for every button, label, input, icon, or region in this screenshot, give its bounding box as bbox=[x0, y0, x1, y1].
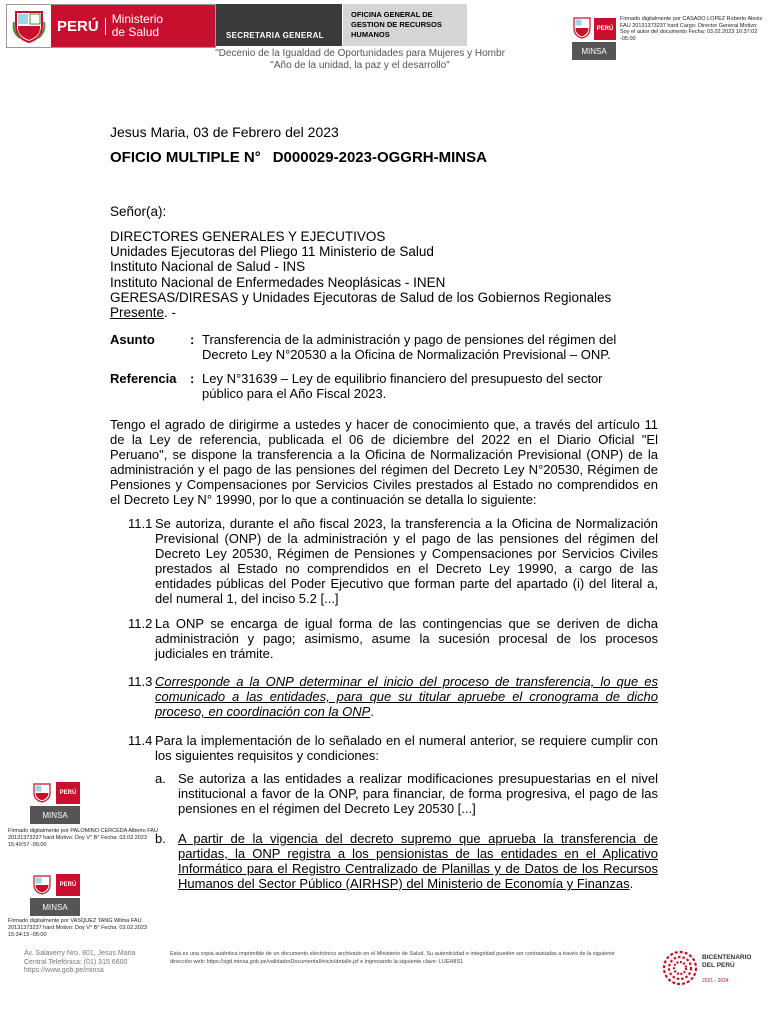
letter-number: D000029-2023-OGGRH-MINSA bbox=[272, 149, 487, 166]
item-number: 11.1 bbox=[128, 516, 153, 531]
subitem-letter: a. bbox=[155, 771, 166, 786]
item-number: 11.3 bbox=[128, 674, 153, 689]
item-text: Se autoriza, durante el año fiscal 2023, la transferencia a la Oficina de Normalización Previsional (ONP) de la administración y el pago de las pensiones del régimen del Decreto Ley 20530, Régimen de Pensiones y Compensaciones por Servicios Civiles prestados al Estado no comprendidos en el Decreto Ley 19990, a cargo de las entidades públicas del Poder Ejecutivo que forman parte del apartado (i) del literal a, del numeral 1, del inciso 5.2 [...] bbox=[155, 516, 658, 606]
letter-title: OFICIO MULTIPLE N° D000029-2023-OGGRH-MINSA bbox=[110, 149, 487, 166]
item-number: 11.4 bbox=[128, 733, 153, 748]
signature-text: Firmado digitalmente por VASQUEZ TANG Wilma FAU 20131373237 hard Motivo: Doy V° B° Fecha: 03.02.2023 15:34:15 -05:00 bbox=[8, 918, 147, 938]
presente-line: Presente. - bbox=[110, 305, 177, 321]
asunto-label: Asunto bbox=[110, 332, 155, 347]
bicentenario-emblem-icon bbox=[660, 948, 700, 988]
coat-of-arms-icon bbox=[7, 5, 51, 47]
item-number: 11.2 bbox=[128, 616, 153, 631]
recipients-block bbox=[110, 229, 611, 320]
subitem-text: Se autoriza a las entidades a realizar modificaciones presupuestarias en el nivel institucional a favor de la ONP, para financiar, de forma progresiva, el pago de las pensiones en el régimen del Decreto Ley 20530 [...] bbox=[178, 771, 658, 816]
salutation: Señor(a): bbox=[110, 204, 167, 219]
coat-of-arms-icon bbox=[32, 874, 52, 896]
asunto-text: Transferencia de la administración y pago de pensiones del régimen del Decreto Ley N°20530 a la Oficina de Normalización Previsional – ONP. bbox=[202, 332, 617, 362]
subitem-letter: b. bbox=[155, 831, 166, 846]
minsa-header-logo bbox=[6, 4, 216, 48]
peru-label: PERÚ bbox=[51, 18, 106, 35]
item-text: Corresponde a la ONP determinar el inicio del proceso de transferencia, lo que es comunicado a las entidades, para que su titular apruebe el cronograma de dicho proceso, en coordinación con la ONP. bbox=[155, 674, 658, 719]
signature-text: Firmado digitalmente por PALOMINO CERCEDA Alberto FAU 20131373237 hard Motivo: Doy V° B° Fecha: 03.02.2023 15:49:57 -05:00 bbox=[8, 828, 158, 848]
bicentenario-logo: BICENTENARIO DEL PERÚ 2021 - 2024 bbox=[660, 948, 760, 992]
recipient-line: DIRECTORES GENERALES Y EJECUTIVOS bbox=[110, 229, 386, 244]
secretaria-general-box: SECRETARIA GENERAL bbox=[216, 4, 342, 46]
referencia-label: Referencia bbox=[110, 371, 177, 386]
item-text: La ONP se encarga de igual forma de las contingencias que se deriven de dicha administración y pago; asimismo, asume la sucesión procesal de los procesos judiciales en trámite. bbox=[155, 616, 658, 661]
recipient-line: Instituto Nacional de Enfermedades Neoplásicas - INEN bbox=[110, 274, 446, 290]
letter-date: Jesus Maria, 03 de Febrero del 2023 bbox=[110, 124, 339, 140]
footer-authenticity-note: Esta es una copia auténtica imprimible de un documento electrónico archivado en el Ministerio de Salud. Su autenticidad e integridad pueden ser contrastadas a través de la siguiente dirección web: https://sgd.minsa.gob.pe/validadorDocumental/inicio/detalle.jsf e ingresando la siguiente clave: LUEH8S1 bbox=[170, 951, 615, 965]
signature-stamp: PERÚ MINSA bbox=[30, 780, 80, 824]
decenio-motto: "Decenio de la Igualdad de Oportunidades para Mujeres y Hombr "Año de la unidad, la paz y el desarrollo" bbox=[215, 48, 505, 71]
signature-stamp: PERÚ MINSA bbox=[30, 872, 80, 916]
ministry-label: Ministerio de Salud bbox=[111, 12, 164, 39]
signature-text-top: Firmado digitalmente por CASADO LOPEZ Roberto Alexis FAU 20131373237 hard Cargo: Director General Motivo: Soy el autor del documento Fecha: 03.02.2023 16:37:02 -05:00 bbox=[620, 16, 763, 42]
item-text: Para la implementación de lo señalado en el numeral anterior, se requiere cumplir con los siguientes requisitos y condiciones: bbox=[155, 733, 658, 763]
referencia-text: Ley N°31639 – Ley de equilibrio financiero del presupuesto del sector público para el Año Fiscal 2023. bbox=[202, 371, 603, 401]
recipient-line: Instituto Nacional de Salud - INS bbox=[110, 259, 306, 275]
intro-paragraph: Tengo el agrado de dirigirme a ustedes y hacer de conocimiento que, a través del artículo 11 de la Ley de referencia, publicada el 06 de diciembre del 2022 en el Diario Oficial "El Peruano", se dispone la transferencia a la Oficina de Normalización Previsional (ONP) de la administración y el pago de las pensiones del régimen del Decreto Ley N°20530, Régimen de Pensiones y Compensaciones por Servicios Civiles prestados al Estado no comprendidos en el Decreto Ley N° 19990, por lo que a continuación se detalla lo siguiente: bbox=[110, 417, 658, 507]
coat-of-arms-icon bbox=[32, 782, 52, 804]
recipient-line: Unidades Ejecutoras del Pliego 11 Ministerio de Salud bbox=[110, 244, 434, 260]
subitem-text: A partir de la vigencia del decreto supremo que aprueba la transferencia de partidas, la ONP registra a los pensionistas de las entidades en el Aplicativo Informático para el Registro Centralizado de Planillas y de Datos de los Recursos Humanos del Sector Público (AIRHSP) del Ministerio de Economía y Finanzas. bbox=[178, 831, 658, 891]
oficina-box: OFICINA GENERAL DE GESTION DE RECURSOS HUMANOS bbox=[343, 4, 467, 46]
recipient-line: GERESAS/DIRESAS y Unidades Ejecutoras de Salud de los Gobiernos Regionales bbox=[110, 289, 612, 305]
signature-stamp-top: PERÚ MINSA bbox=[572, 16, 616, 62]
footer-address: Av. Salaverry Nro. 801, Jesus Maria Central Telefónica: (01) 315 6600 https://www.gob.pe/minsa bbox=[24, 950, 164, 976]
coat-of-arms-icon bbox=[572, 16, 592, 40]
website-link[interactable]: https://www.gob.pe/minsa bbox=[24, 967, 104, 974]
